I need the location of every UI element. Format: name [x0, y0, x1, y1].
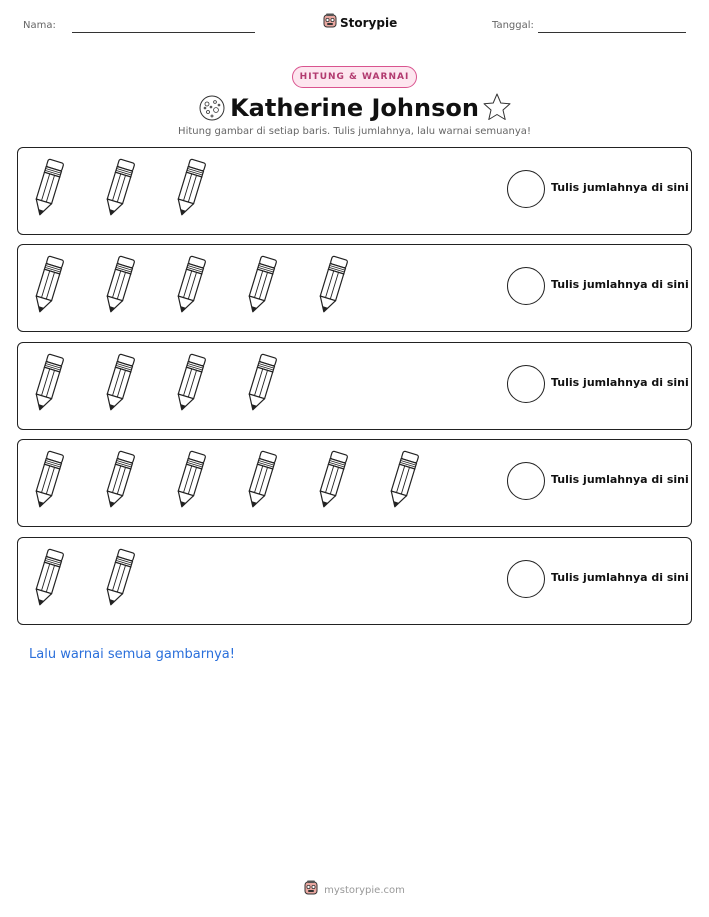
- counting-row: [17, 537, 692, 625]
- date-line[interactable]: [538, 32, 686, 33]
- title-row: [0, 92, 709, 124]
- pencil-icon[interactable]: [99, 253, 170, 323]
- counting-row: [17, 244, 692, 332]
- date-label: Tanggal:: [492, 20, 534, 31]
- instructions-text: Hitung gambar di setiap baris. Tulis jumlahnya, lalu warnai semuanya!: [178, 126, 531, 137]
- pencil-icon[interactable]: [312, 253, 383, 323]
- pencil-group: [28, 351, 312, 421]
- answer-circle[interactable]: [507, 462, 545, 500]
- pencil-group: [28, 156, 241, 226]
- star-icon: [481, 92, 513, 126]
- pencil-group: [28, 253, 383, 323]
- pencil-icon[interactable]: [170, 448, 241, 518]
- pencil-icon[interactable]: [170, 351, 241, 421]
- pencil-icon[interactable]: [28, 351, 99, 421]
- pencil-icon[interactable]: [28, 253, 99, 323]
- answer-label: Tulis jumlahnya di sini: [551, 278, 689, 291]
- pencil-icon[interactable]: [99, 448, 170, 518]
- answer-circle[interactable]: [507, 170, 545, 208]
- answer-label: Tulis jumlahnya di sini: [551, 376, 689, 389]
- counting-row: [17, 147, 692, 235]
- counting-row: [17, 342, 692, 430]
- pencil-icon[interactable]: [28, 448, 99, 518]
- pencil-icon[interactable]: [241, 351, 312, 421]
- pencil-icon[interactable]: [241, 448, 312, 518]
- site-footer: [0, 880, 709, 900]
- pencil-icon[interactable]: [170, 156, 241, 226]
- storypie-mascot-icon: [323, 13, 337, 33]
- page-title: Katherine Johnson: [230, 94, 479, 122]
- pencil-icon[interactable]: [99, 546, 170, 616]
- activity-badge: HITUNG & WARNAI: [292, 66, 417, 88]
- answer-circle[interactable]: [507, 267, 545, 305]
- brand-logo: [323, 13, 397, 33]
- coloring-note: Lalu warnai semua gambarnya!: [29, 647, 235, 662]
- pencil-group: [28, 546, 170, 616]
- pencil-icon[interactable]: [241, 253, 312, 323]
- pencil-icon[interactable]: [312, 448, 383, 518]
- worksheet-header: [0, 0, 709, 50]
- answer-label: Tulis jumlahnya di sini: [551, 473, 689, 486]
- storypie-mascot-icon: [304, 880, 318, 900]
- answer-circle[interactable]: [507, 560, 545, 598]
- pencil-group: [28, 448, 454, 518]
- brand-name: Storypie: [340, 16, 398, 30]
- answer-circle[interactable]: [507, 365, 545, 403]
- counting-row: [17, 439, 692, 527]
- pencil-icon[interactable]: [28, 156, 99, 226]
- pencil-icon[interactable]: [170, 253, 241, 323]
- pencil-icon[interactable]: [28, 546, 99, 616]
- pencil-icon[interactable]: [383, 448, 454, 518]
- answer-label: Tulis jumlahnya di sini: [551, 181, 689, 194]
- site-url: mystorypie.com: [324, 884, 405, 896]
- pencil-icon[interactable]: [99, 156, 170, 226]
- pencil-icon[interactable]: [99, 351, 170, 421]
- answer-label: Tulis jumlahnya di sini: [551, 571, 689, 584]
- name-label: Nama:: [23, 20, 56, 31]
- name-line[interactable]: [72, 32, 255, 33]
